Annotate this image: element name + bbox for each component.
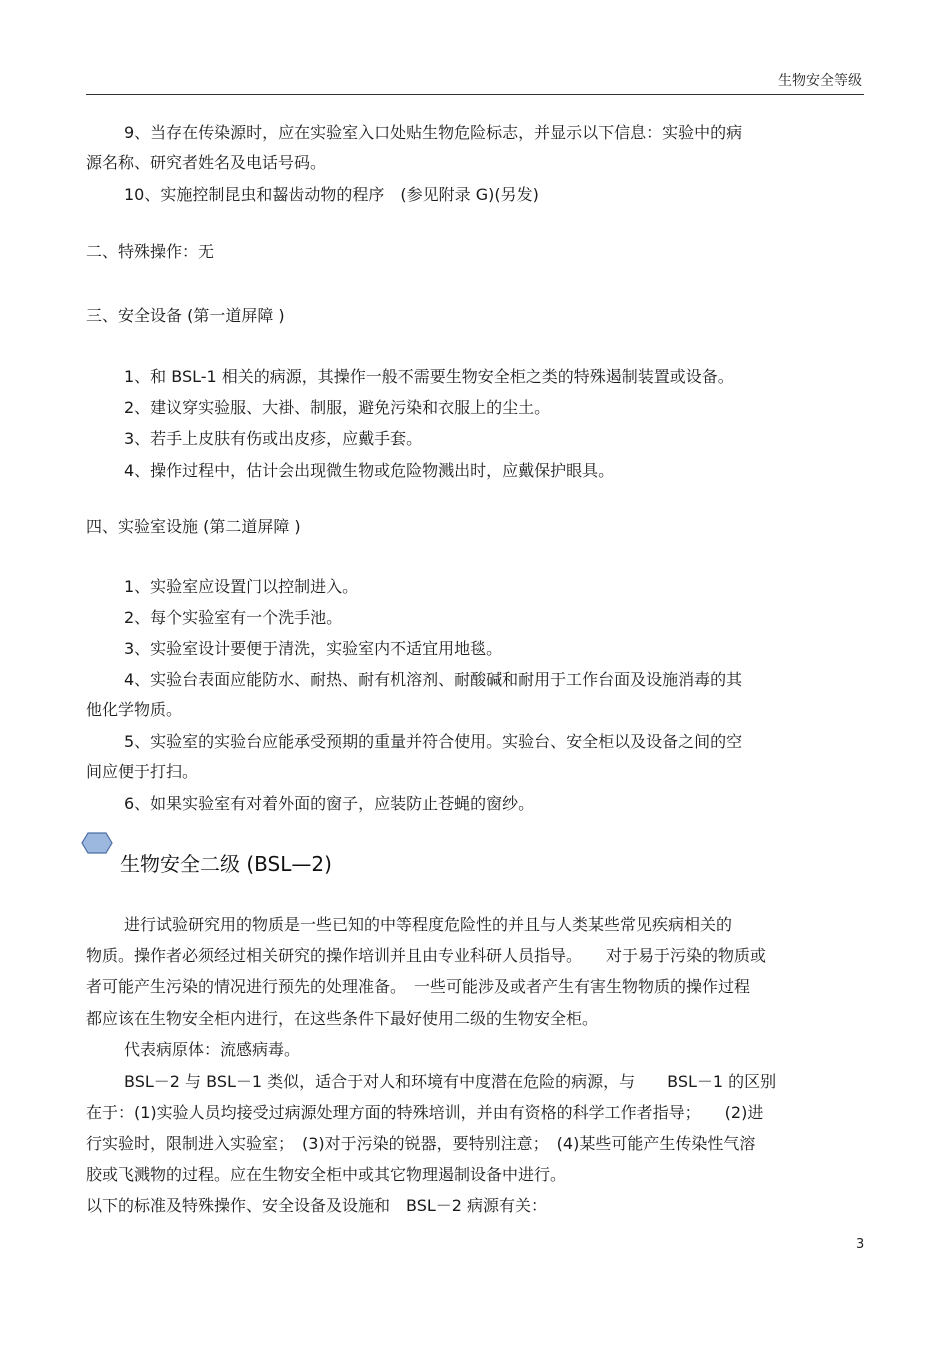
list-item: 6、如果实验室有对着外面的窗子，应装防止苍蝇的窗纱。 (124, 794, 535, 813)
paragraph-line: 进行试验研究用的物质是一些已知的中等程度危险性的并且与人类某些常见疾病相关的 (124, 915, 733, 934)
list-item: 2、建议穿实验服、大褂、制服，避免污染和衣服上的尘土。 (124, 398, 551, 417)
text-line: 9、当存在传染源时，应在实验室入口处贴生物危险标志，并显示以下信息：实验中的病 (124, 123, 743, 142)
list-item: 1、实验室应设置门以控制进入。 (124, 577, 359, 596)
list-item: 2、每个实验室有一个洗手池。 (124, 608, 343, 627)
list-item: 3、实验室设计要便于清洗，实验室内不适宜用地毯。 (124, 639, 503, 658)
section-title-bsl2: 生物安全二级 (BSL—2) (120, 852, 332, 876)
section-heading-safety-equipment: 三、安全设备 (第一道屏障 ) (86, 306, 285, 325)
paragraph-line: 行实验时，限制进入实验室； (3)对于污染的锐器，要特别注意； (4)某些可能产生传染性气溶 (86, 1134, 756, 1153)
list-item: 5、实验室的实验台应能承受预期的重量并符合使用。实验台、安全柜以及设备之间的空 (124, 732, 743, 751)
list-item: 4、实验台表面应能防水、耐热、耐有机溶剂、耐酸碱和耐用于工作台面及设施消毒的其 (124, 670, 743, 689)
page-number: 3 (856, 1237, 865, 1252)
paragraph-line: 代表病原体：流感病毒。 (124, 1040, 301, 1059)
list-item-continuation: 他化学物质。 (86, 700, 183, 719)
hexagon-bullet-icon (81, 832, 113, 854)
section-heading-special-ops: 二、特殊操作：无 (86, 242, 215, 261)
list-item: 4、操作过程中，估计会出现微生物或危险物溅出时，应戴保护眼具。 (124, 461, 615, 480)
list-item: 1、和 BSL-1 相关的病源，其操作一般不需要生物安全柜之类的特殊遏制装置或设备。 (124, 367, 734, 386)
paragraph-line: 者可能产生污染的情况进行预先的处理准备。 一些可能涉及或者产生有害生物物质的操作过程 (86, 977, 751, 996)
paragraph-line: BSL－2 与 BSL－1 类似，适合于对人和环境有中度潜在危险的病源，与 BSL－1 的区别 (124, 1072, 777, 1091)
paragraph-line: 物质。操作者必须经过相关研究的操作培训并且由专业科研人员指导。 对于易于污染的物质或 (86, 946, 767, 965)
text-line: 10、实施控制昆虫和齧齿动物的程序 (参见附录 G)(另发) (124, 185, 539, 204)
paragraph-line: 在于：(1)实验人员均接受过病源处理方面的特殊培训，并由有资格的科学工作者指导； (2)进 (86, 1103, 764, 1122)
list-item-continuation: 间应便于打扫。 (86, 762, 199, 781)
header-title: 生物安全等级 (778, 73, 862, 89)
text-line: 源名称、研究者姓名及电话号码。 (86, 153, 327, 172)
list-item: 3、若手上皮肤有伤或出皮疹，应戴手套。 (124, 429, 423, 448)
paragraph-line: 都应该在生物安全柜内进行，在这些条件下最好使用二级的生物安全柜。 (86, 1009, 599, 1028)
header-rule (86, 94, 864, 95)
paragraph-line: 以下的标准及特殊操作、安全设备及设施和 BSL－2 病源有关： (86, 1196, 548, 1215)
paragraph-line: 胶或飞溅物的过程。应在生物安全柜中或其它物理遏制设备中进行。 (86, 1165, 567, 1184)
section-heading-lab-facilities: 四、实验室设施 (第二道屏障 ) (86, 517, 301, 536)
